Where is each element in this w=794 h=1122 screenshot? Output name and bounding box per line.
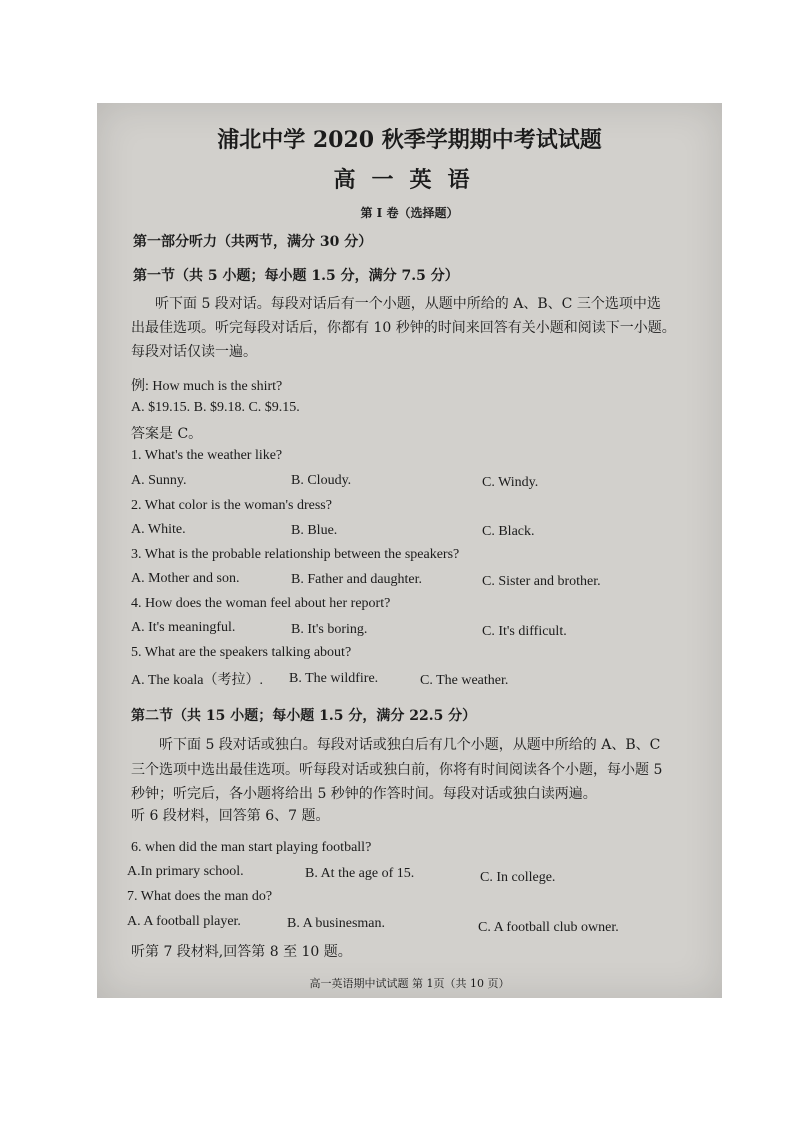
example-question: 例: How much is the shirt? — [131, 379, 283, 394]
q7-option-a: A. A football player. — [127, 914, 241, 929]
question-4: 4. How does the woman feel about her report? — [131, 596, 391, 611]
question-6: 6. when did the man start playing football? — [131, 840, 372, 855]
exam-title: 浦北中学 2020 秋季学期期中考试试题 — [217, 127, 602, 153]
q4-option-b: B. It's boring. — [291, 622, 368, 637]
section2-instruction-line: 三个选项中选出最佳选项。听每段对话或独白前，你将有时间阅读各个小题，每小题 5 — [131, 762, 663, 778]
question-3: 3. What is the probable relationship between the speakers? — [131, 547, 460, 562]
q4-option-c: C. It's difficult. — [482, 624, 567, 639]
section1-heading: 第一节（共 5 小题；每小题 1.5 分，满分 7.5 分） — [133, 268, 459, 284]
q3-option-a: A. Mother and son. — [131, 571, 240, 586]
q5-option-a: A. The koala（考拉）. — [131, 673, 263, 688]
q1-option-a: A. Sunny. — [131, 473, 187, 488]
section1-instruction-line: 听下面 5 段对话。每段对话后有一个小题，从题中所给的 A、B、C 三个选项中选 — [155, 296, 661, 312]
q2-option-b: B. Blue. — [291, 523, 338, 538]
q7-option-c: C. A football club owner. — [478, 920, 619, 935]
section1-instruction-line: 出最佳选项。听完每段对话后，你都有 10 秒钟的时间来回答有关小题和阅读下一小题。 — [131, 320, 676, 336]
question-2: 2. What color is the woman's dress? — [131, 498, 332, 513]
part1-heading: 第一部分听力（共两节，满分 30 分） — [133, 234, 373, 250]
page-footer: 高一英语期中试试题 第 1页（共 10 页） — [309, 977, 510, 990]
example-answer: 答案是 C。 — [131, 426, 203, 442]
section2-heading: 第二节（共 15 小题；每小题 1.5 分，满分 22.5 分） — [131, 708, 477, 724]
q5-option-c: C. The weather. — [420, 673, 509, 688]
q3-option-b: B. Father and daughter. — [291, 572, 423, 587]
question-1: 1. What's the weather like? — [131, 448, 283, 463]
section2-instruction-line: 听下面 5 段对话或独白。每段对话或独白后有几个小题，从题中所给的 A、B、C — [159, 737, 661, 753]
q2-option-a: A. White. — [131, 522, 186, 537]
q5-option-b: B. The wildfire. — [289, 671, 379, 686]
material-6-instruction: 听 6 段材料，回答第 6、7 题。 — [131, 808, 330, 824]
q6-option-b: B. At the age of 15. — [305, 866, 415, 881]
q6-option-a: A.In primary school. — [127, 864, 244, 879]
q4-option-a: A. It's meaningful. — [131, 620, 236, 635]
exam-page — [97, 103, 722, 998]
material-7-instruction: 听第 7 段材料,回答第 8 至 10 题。 — [131, 944, 352, 960]
question-5: 5. What are the speakers talking about? — [131, 645, 352, 660]
exam-subject: 高一英语 — [333, 167, 486, 193]
q1-option-c: C. Windy. — [482, 475, 539, 490]
question-7: 7. What does the man do? — [127, 889, 273, 904]
q3-option-c: C. Sister and brother. — [482, 574, 601, 589]
q1-option-b: B. Cloudy. — [291, 473, 352, 488]
example-options: A. $19.15. B. $9.18. C. $9.15. — [131, 400, 300, 415]
volume-label: 第 I 卷（选择题） — [360, 206, 459, 220]
q7-option-b: B. A businesman. — [287, 916, 386, 931]
q6-option-c: C. In college. — [480, 870, 556, 885]
q2-option-c: C. Black. — [482, 524, 535, 539]
section1-instruction-line: 每段对话仅读一遍。 — [131, 344, 257, 360]
section2-instruction-line: 秒钟；听完后，各小题将给出 5 秒钟的作答时间。每段对话或独白读两遍。 — [131, 786, 597, 802]
